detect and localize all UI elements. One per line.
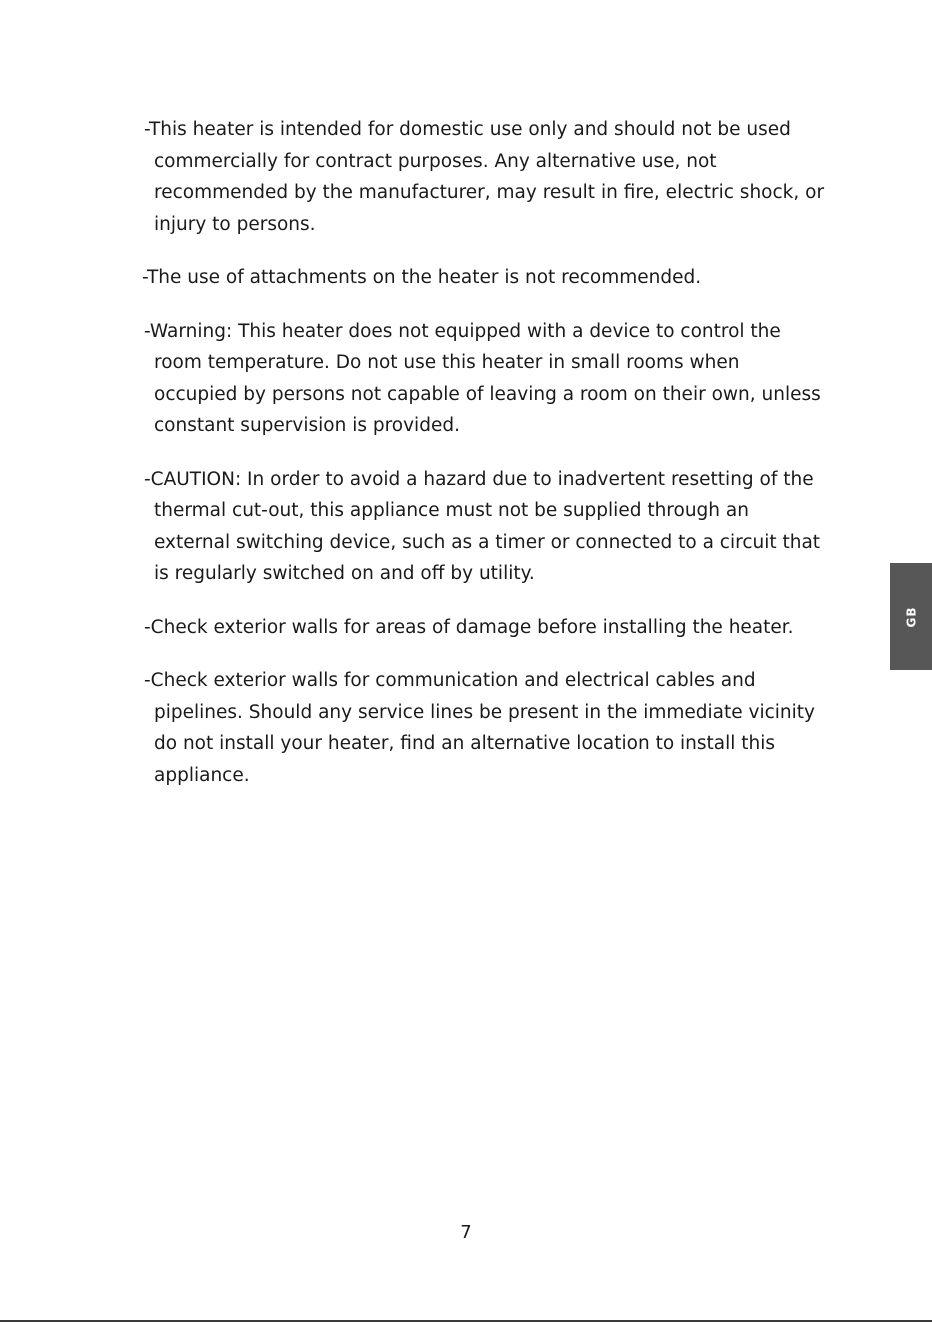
instruction-line: -Check exterior walls for communication and electrical cables and [144, 670, 756, 691]
language-tab-label: GB [904, 606, 918, 627]
instruction-line: -This heater is intended for domestic use only and should not be used [144, 119, 791, 140]
instruction-line: thermal cut-out, this appliance must not be supplied through an [154, 500, 749, 521]
instruction-warning [142, 316, 821, 442]
instruction-line: constant supervision is provided. [154, 415, 460, 436]
instruction-line: external switching device, such as a timer or connected to a circuit that [154, 531, 821, 553]
safety-instructions [142, 114, 825, 813]
instruction-check-damage [142, 612, 802, 644]
page-number: 7 [460, 1222, 472, 1243]
instruction-attachments [142, 262, 802, 294]
instruction-line: injury to persons. [154, 213, 316, 235]
instruction-line: -The use of attachments on the heater is not recommended. [142, 267, 702, 288]
instruction-domestic-use [142, 114, 825, 240]
instruction-caution [142, 464, 821, 590]
instruction-line: room temperature. Do not use this heater in small rooms when [154, 352, 740, 373]
language-tab [890, 563, 932, 670]
instruction-line: recommended by the manufacturer, may result in fire, electric shock, or [154, 182, 825, 203]
instruction-line: occupied by persons not capable of leaving a room on their own, unless [154, 383, 821, 405]
instruction-line: commercially for contract purposes. Any alternative use, not [154, 150, 717, 172]
instruction-check-cables [142, 665, 815, 791]
instruction-line: pipelines. Should any service lines be present in the immediate vicinity [154, 701, 815, 723]
instruction-line: is regularly switched on and off by utility. [154, 563, 535, 584]
instruction-line: appliance. [154, 764, 250, 786]
instruction-line: -Warning: This heater does not equipped with a device to control the [144, 320, 781, 342]
instruction-line: -Check exterior walls for areas of damage before installing the heater. [144, 616, 794, 638]
instruction-line: do not install your heater, find an alternative location to install this [154, 733, 776, 754]
bottom-divider [0, 1320, 932, 1322]
instruction-line: -CAUTION: In order to avoid a hazard due to inadvertent resetting of the [144, 468, 814, 490]
